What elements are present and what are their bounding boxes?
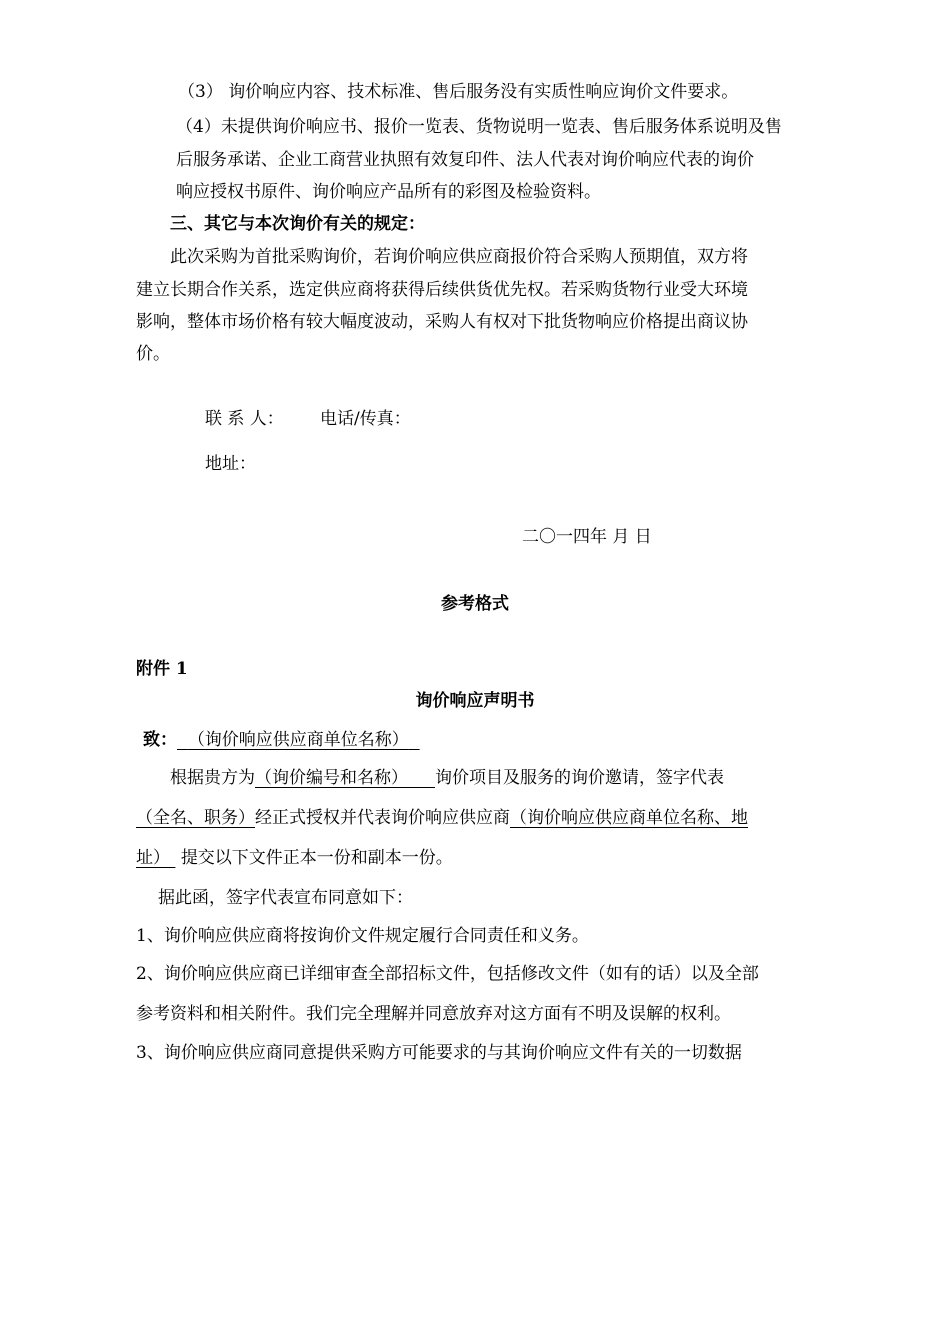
contact-address-label: 地址：	[205, 454, 256, 474]
addressee-value: （询价响应供应商单位名称）	[187, 730, 409, 750]
declaration-item-2-line-1: 2、询价响应供应商已详细审查全部招标文件，包括修改文件（如有的话）以及全部	[136, 964, 759, 984]
text-segment: 询价项目及服务的询价邀请，签字代表	[435, 768, 725, 788]
section-3-paragraph-line-1: 此次采购为首批采购询价，若询价响应供应商报价符合采购人预期值，双方将	[170, 247, 748, 267]
section-3-paragraph-line-3: 影响，整体市场价格有较大幅度波动，采购人有权对下批货物响应价格提出商议协	[136, 312, 748, 332]
statement-paragraph-line-3	[136, 846, 453, 870]
section-3-paragraph-line-4: 价。	[136, 344, 170, 364]
declaration-item-2-line-2: 参考资料和相关附件。我们完全理解并同意放弃对这方面有不明及误解的权利。	[136, 1004, 731, 1024]
criteria-item-3: （3） 询价响应内容、技术标准、售后服务没有实质性响应询价文件要求。	[178, 82, 739, 102]
addressee-label: 致：	[143, 730, 177, 750]
statement-paragraph-line-2	[136, 806, 748, 830]
text-segment: 根据贵方为	[170, 768, 255, 788]
supplier-name-address-field: （询价响应供应商单位名称、地	[510, 808, 748, 828]
section-3-paragraph-line-2: 建立长期合作关系，选定供应商将获得后续供货优先权。若采购货物行业受大环境	[136, 280, 748, 300]
criteria-item-4-line-3: 响应授权书原件、询价响应产品所有的彩图及检验资料。	[176, 182, 601, 202]
signatory-name-title-field: （全名、职务）	[136, 808, 255, 828]
declaration-item-3: 3、询价响应供应商同意提供采购方可能要求的与其询价响应文件有关的一切数据	[136, 1043, 742, 1063]
statement-paragraph-line-1	[170, 766, 724, 790]
supplier-address-field-end: 址）	[136, 848, 170, 868]
criteria-item-4-line-1: （4）未提供询价响应书、报价一览表、货物说明一览表、售后服务体系说明及售	[176, 117, 782, 137]
document-date: 二〇一四年 月 日	[522, 527, 652, 547]
attachment-title: 询价响应声明书	[415, 691, 535, 711]
text-segment: 经正式授权并代表询价响应供应商	[255, 808, 510, 828]
contact-person-label: 联 系 人：	[205, 409, 284, 429]
criteria-item-4-line-2: 后服务承诺、企业工商营业执照有效复印件、法人代表对询价响应代表的询价	[176, 150, 754, 170]
section-3-heading: 三、其它与本次询价有关的规定：	[170, 214, 425, 234]
text-segment: 提交以下文件正本一份和副本一份。	[180, 848, 453, 868]
addressee-line	[143, 728, 420, 752]
attachment-label: 附件 1	[136, 659, 188, 679]
contact-phone-label: 电话/传真：	[320, 409, 411, 429]
reference-format-title: 参考格式	[441, 594, 509, 614]
declaration-intro: 据此函，签字代表宣布同意如下：	[158, 888, 413, 908]
declaration-item-1: 1、询价响应供应商将按询价文件规定履行合同责任和义务。	[136, 926, 589, 946]
inquiry-number-name-field: （询价编号和名称）	[255, 768, 408, 788]
